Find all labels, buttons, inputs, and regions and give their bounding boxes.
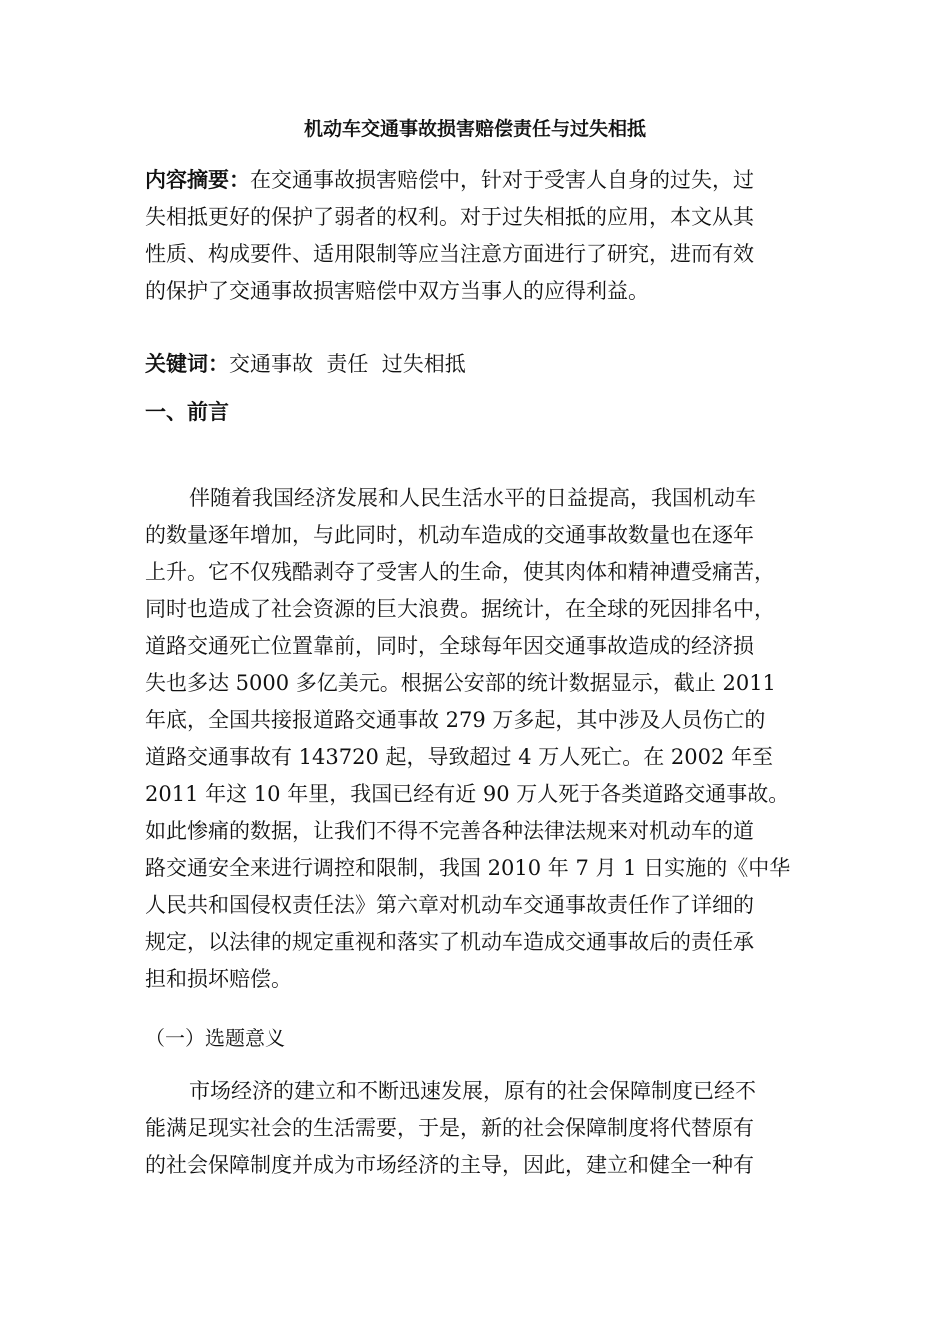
paragraph-line: 伴随着我国经济发展和人民生活水平的日益提高，我国机动车 [189, 486, 756, 510]
paragraph-line: 规定，以法律的规定重视和落实了机动车造成交通事故后的责任承 [145, 930, 754, 954]
paragraph-line: 如此惨痛的数据，让我们不得不完善各种法律法规来对机动车的道 [145, 819, 754, 843]
paragraph-line: 担和损坏赔偿。 [145, 967, 292, 991]
abstract-line: 的保护了交通事故损害赔偿中双方当事人的应得利益。 [145, 279, 649, 303]
abstract-line: 失相抵更好的保护了弱者的权利。对于过失相抵的应用，本文从其 [145, 205, 754, 229]
subsection-paragraph [145, 1073, 805, 1184]
subsection-heading [145, 1020, 805, 1057]
abstract-line: 性质、构成要件、适用限制等应当注意方面进行了研究，进而有效 [145, 242, 754, 266]
section-paragraph [145, 480, 805, 998]
paragraph-line: 道路交通事故有 143720 起，导致超过 4 万人死亡。在 2002 年至 [145, 745, 774, 769]
paragraph-line: 市场经济的建立和不断迅速发展，原有的社会保障制度已经不 [189, 1079, 756, 1103]
section-heading-text: 一、前言 [145, 400, 229, 424]
paragraph-line: 同时也造成了社会资源的巨大浪费。据统计，在全球的死因排名中， [145, 597, 775, 621]
subsection-heading-text: （一）选题意义 [145, 1026, 285, 1050]
abstract-line: 在交通事故损害赔偿中，针对于受害人自身的过失，过 [250, 168, 754, 192]
paragraph-line: 2011 年这 10 年里，我国已经有近 90 万人死于各类道路交通事故。 [145, 782, 790, 806]
abstract [145, 162, 805, 310]
paragraph-line: 的数量逐年增加，与此同时，机动车造成的交通事故数量也在逐年 [145, 523, 754, 547]
keywords-text: 交通事故 责任 过失相抵 [229, 352, 466, 376]
paragraph-line: 能满足现实社会的生活需要，于是，新的社会保障制度将代替原有 [145, 1116, 754, 1140]
paragraph-line: 的社会保障制度并成为市场经济的主导，因此，建立和健全一种有 [145, 1153, 754, 1177]
abstract-label: 内容摘要： [145, 168, 250, 192]
paragraph-line: 道路交通死亡位置靠前，同时，全球每年因交通事故造成的经济损 [145, 634, 754, 658]
paragraph-line: 上升。它不仅残酷剥夺了受害人的生命，使其肉体和精神遭受痛苦， [145, 560, 775, 584]
paragraph-line: 人民共和国侵权责任法》第六章对机动车交通事故责任作了详细的 [145, 893, 754, 917]
keywords-label: 关键词： [145, 352, 229, 376]
keywords [145, 346, 805, 383]
section-heading [145, 394, 805, 431]
paragraph-line: 路交通安全来进行调控和限制，我国 2010 年 7 月 1 日实施的《中华 [145, 856, 791, 880]
paragraph-line: 年底，全国共接报道路交通事故 279 万多起，其中涉及人员伤亡的 [145, 708, 766, 732]
document-title: 机动车交通事故损害赔偿责任与过失相抵 [303, 118, 646, 140]
paragraph-line: 失也多达 5000 多亿美元。根据公安部的统计数据显示，截止 2011 [145, 671, 776, 695]
